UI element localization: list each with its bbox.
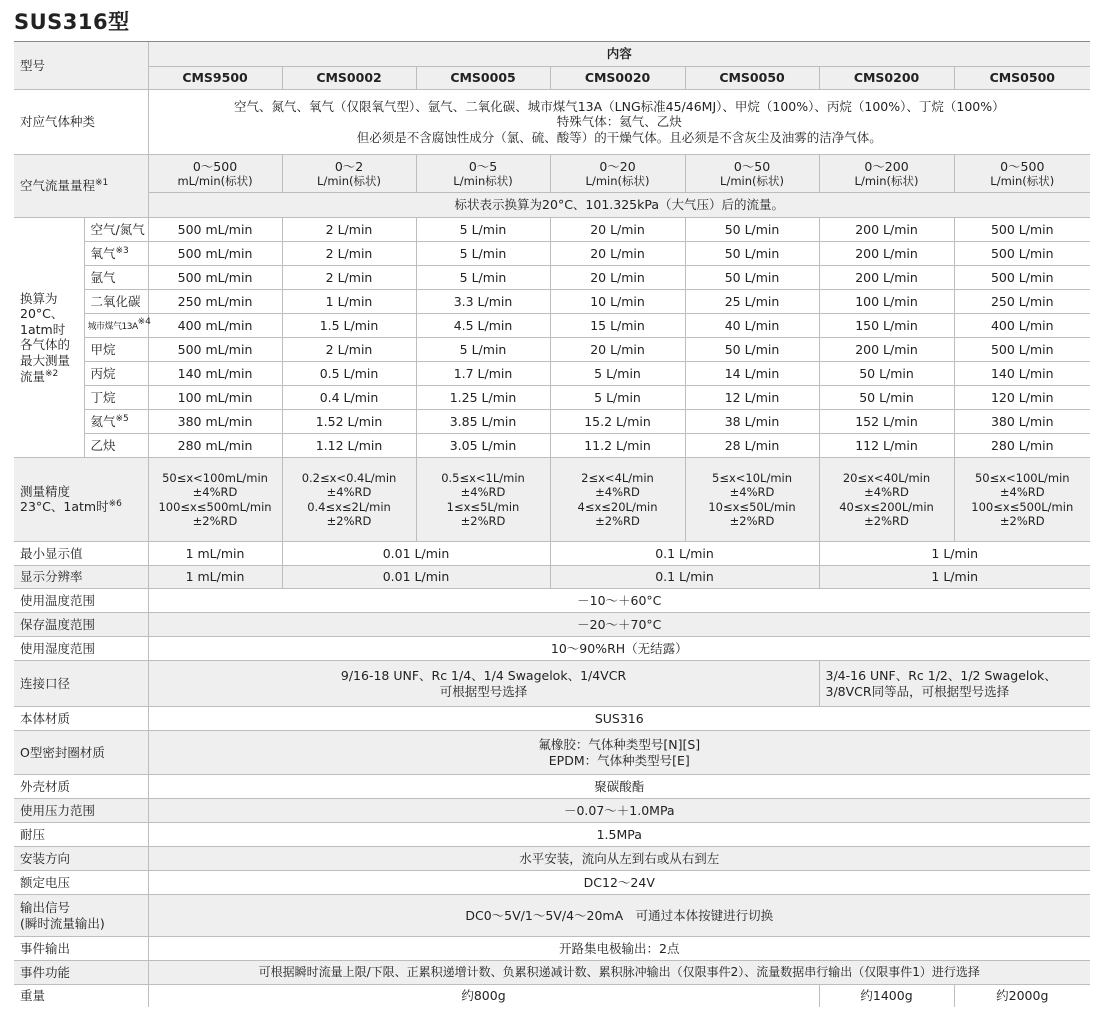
flow-value: 28 L/min xyxy=(685,434,819,458)
connection-large xyxy=(819,661,1090,707)
page-title: SUS316型 xyxy=(14,10,130,34)
weight-label: 重量 xyxy=(14,985,148,1007)
accuracy-label-line: 测量精度 xyxy=(20,483,71,499)
flow-value: 11.2 L/min xyxy=(550,434,685,458)
air-range-row xyxy=(14,155,1090,193)
flow-value: 380 L/min xyxy=(954,410,1090,434)
accuracy-range: 40≤x≤200L/min xyxy=(839,499,934,514)
connection-line: 9/16-18 UNF、Rc 1/4、1/4 Swagelok、1/4VCR xyxy=(340,667,627,683)
range-unit: L/min(标状) xyxy=(585,174,650,189)
pressure-range-label: 使用压力范围 xyxy=(14,799,148,823)
accuracy-range: 1≤x≤5L/min xyxy=(446,499,520,514)
max-flow-row xyxy=(14,410,1090,434)
weight-value: 约1400g xyxy=(819,985,954,1007)
flow-value: 5 L/min xyxy=(416,338,550,362)
flow-value: 40 L/min xyxy=(685,314,819,338)
flow-value: 50 L/min xyxy=(819,362,954,386)
flow-value: 0.4 L/min xyxy=(282,386,416,410)
body-material-label: 本体材质 xyxy=(14,707,148,731)
flow-value: 1.25 L/min xyxy=(416,386,550,410)
accuracy-value: ±2%RD xyxy=(729,513,775,528)
event-function-value: 可根据瞬时流量上限/下限、正累积递增计数、负累积递减计数、累积脉冲输出（仅限事件2）、流量数据串行输出（仅限事件1）进行选择 xyxy=(148,961,1090,985)
oring-label: O型密封圈材质 xyxy=(14,731,148,775)
max-flow-label-line: 换算为 xyxy=(20,290,58,306)
oring-value xyxy=(148,731,1090,775)
gas-name xyxy=(84,434,148,458)
connection-line: 3/4-16 UNF、Rc 1/2、1/2 Swagelok、 xyxy=(825,667,1057,683)
accuracy-value: ±4%RD xyxy=(999,485,1045,500)
footnote-mark: ※6 xyxy=(108,499,122,510)
output-label xyxy=(14,895,148,937)
flow-value: 500 mL/min xyxy=(148,218,282,242)
resolution-value: 1 L/min xyxy=(819,566,1090,589)
range-value: 0～2 xyxy=(334,158,364,174)
flow-value: 5 L/min xyxy=(416,266,550,290)
max-flow-label-line xyxy=(20,369,81,385)
proof-pressure-value: 1.5MPa xyxy=(148,823,1090,847)
model-name: CMS0002 xyxy=(282,67,416,90)
flow-value: 150 L/min xyxy=(819,314,954,338)
gas-name xyxy=(84,218,148,242)
flow-value: 50 L/min xyxy=(685,242,819,266)
flow-value: 20 L/min xyxy=(550,266,685,290)
connection-standard xyxy=(148,661,819,707)
min-display-label: 最小显示值 xyxy=(14,542,148,566)
model-name: CMS0200 xyxy=(819,67,954,90)
flow-value: 140 mL/min xyxy=(148,362,282,386)
air-range-footnote: 标状表示换算为20°C、101.325kPa（大气压）后的流量。 xyxy=(148,193,1090,218)
accuracy-label xyxy=(14,458,148,542)
output-label-line: 输出信号 xyxy=(20,899,71,915)
spec-table xyxy=(14,41,1090,1007)
flow-value: 280 L/min xyxy=(954,434,1090,458)
flow-value: 2 L/min xyxy=(282,218,416,242)
air-range-footnote-row xyxy=(14,193,1090,218)
flow-value: 200 L/min xyxy=(819,266,954,290)
flow-value: 400 mL/min xyxy=(148,314,282,338)
flow-value: 20 L/min xyxy=(550,338,685,362)
flow-value: 250 mL/min xyxy=(148,290,282,314)
flow-value: 200 L/min xyxy=(819,242,954,266)
accuracy-cell xyxy=(954,458,1090,542)
footnote-mark: ※3 xyxy=(115,245,129,256)
max-flow-row xyxy=(14,218,1090,242)
model-name: CMS0020 xyxy=(550,67,685,90)
flow-value: 112 L/min xyxy=(819,434,954,458)
flow-value: 5 L/min xyxy=(550,362,685,386)
case-material-label: 外壳材质 xyxy=(14,775,148,799)
air-range-cell xyxy=(685,155,819,193)
flow-value: 250 L/min xyxy=(954,290,1090,314)
range-value: 0～500 xyxy=(192,158,238,174)
event-output-label: 事件输出 xyxy=(14,937,148,961)
flow-value: 20 L/min xyxy=(550,242,685,266)
accuracy-range: 0.2≤x<0.4L/min xyxy=(301,470,397,485)
voltage-value: DC12～24V xyxy=(148,871,1090,895)
gas-name-text: 丙烷 xyxy=(90,365,116,381)
oring-row xyxy=(14,731,1090,775)
body-material-value: SUS316 xyxy=(148,707,1090,731)
accuracy-range: 0.4≤x≤2L/min xyxy=(307,499,391,514)
accuracy-value: ±2%RD xyxy=(999,513,1045,528)
model-name: CMS0050 xyxy=(685,67,819,90)
flow-value: 5 L/min xyxy=(550,386,685,410)
flow-value: 200 L/min xyxy=(819,338,954,362)
gas-types-value xyxy=(148,90,1090,155)
flow-value: 50 L/min xyxy=(685,338,819,362)
max-flow-row xyxy=(14,290,1090,314)
flow-value: 500 L/min xyxy=(954,266,1090,290)
flow-value: 10 L/min xyxy=(550,290,685,314)
flow-value: 140 L/min xyxy=(954,362,1090,386)
air-range-cell xyxy=(416,155,550,193)
flow-value: 500 L/min xyxy=(954,338,1090,362)
accuracy-cell xyxy=(416,458,550,542)
flow-value: 50 L/min xyxy=(685,218,819,242)
weight-row xyxy=(14,985,1090,1007)
pressure-range-value: －0.07～＋1.0MPa xyxy=(148,799,1090,823)
gas-name-text: 城市煤气13A xyxy=(87,322,138,333)
footnote-mark: ※1 xyxy=(95,178,109,189)
connection-line: 3/8VCR同等品，可根据型号选择 xyxy=(825,683,1010,699)
accuracy-range: 20≤x<40L/min xyxy=(842,470,931,485)
body-material-row xyxy=(14,707,1090,731)
flow-value: 2 L/min xyxy=(282,338,416,362)
gas-types-line: 空气、氮气、氧气（仅限氧气型）、氩气、二氧化碳、城市煤气13A（LNG标准45/46MJ）、甲烷（100%）、丙烷（100%）、丁烷（100%） xyxy=(233,98,1005,114)
max-flow-row xyxy=(14,338,1090,362)
flow-value: 400 L/min xyxy=(954,314,1090,338)
flow-value: 5 L/min xyxy=(416,218,550,242)
accuracy-value: ±4%RD xyxy=(729,485,775,500)
flow-value: 1.52 L/min xyxy=(282,410,416,434)
humidity-label: 使用湿度范围 xyxy=(14,637,148,661)
air-range-cell xyxy=(550,155,685,193)
gas-name xyxy=(84,290,148,314)
flow-value: 500 mL/min xyxy=(148,242,282,266)
resolution-value: 0.01 L/min xyxy=(282,566,550,589)
max-flow-label-line: 1atm时 xyxy=(20,321,66,337)
gas-name xyxy=(84,242,148,266)
gas-name xyxy=(84,314,151,338)
max-flow-label-line: 最大测量 xyxy=(20,353,71,369)
range-value: 0～5 xyxy=(468,158,498,174)
max-flow-row xyxy=(14,362,1090,386)
flow-value: 100 L/min xyxy=(819,290,954,314)
resolution-value: 0.1 L/min xyxy=(550,566,819,589)
mounting-value: 水平安装，流向从左到右或从右到左 xyxy=(148,847,1090,871)
gas-name xyxy=(84,410,148,434)
accuracy-range: 100≤x≤500mL/min xyxy=(158,499,272,514)
range-value: 0～500 xyxy=(1000,158,1045,174)
accuracy-value: ±2%RD xyxy=(864,513,909,528)
range-value: 0～200 xyxy=(864,158,909,174)
range-unit: L/min(标状) xyxy=(854,174,919,189)
min-display-row xyxy=(14,542,1090,566)
max-flow-row xyxy=(14,266,1090,290)
gas-name xyxy=(84,386,148,410)
resolution-row xyxy=(14,566,1090,589)
content-header: 内容 xyxy=(148,42,1090,67)
accuracy-range: 100≤x≤500L/min xyxy=(971,499,1074,514)
min-display-value: 0.01 L/min xyxy=(282,542,550,566)
gas-name-text: 氧气 xyxy=(90,245,116,261)
air-range-cell xyxy=(282,155,416,193)
flow-value: 5 L/min xyxy=(416,242,550,266)
accuracy-label-text: 23°C、1atm时 xyxy=(20,499,109,515)
accuracy-range: 10≤x≤50L/min xyxy=(708,499,796,514)
humidity-row xyxy=(14,637,1090,661)
proof-pressure-row xyxy=(14,823,1090,847)
flow-value: 14 L/min xyxy=(685,362,819,386)
gas-name-text: 氦气 xyxy=(90,413,116,429)
flow-value: 500 mL/min xyxy=(148,266,282,290)
min-display-value: 0.1 L/min xyxy=(550,542,819,566)
flow-value: 20 L/min xyxy=(550,218,685,242)
model-header: 型号 xyxy=(14,42,148,90)
flow-value: 280 mL/min xyxy=(148,434,282,458)
output-value: DC0～5V/1～5V/4～20mA 可通过本体按键进行切换 xyxy=(148,895,1090,937)
flow-value: 120 L/min xyxy=(954,386,1090,410)
pressure-range-row xyxy=(14,799,1090,823)
connection-label: 连接口径 xyxy=(14,661,148,707)
accuracy-cell xyxy=(819,458,954,542)
flow-value: 25 L/min xyxy=(685,290,819,314)
footnote-mark: ※2 xyxy=(45,368,59,379)
gas-types-line: 特殊气体：氦气、乙炔 xyxy=(556,114,682,130)
max-flow-label xyxy=(14,218,84,458)
header-row xyxy=(14,42,1090,67)
accuracy-cell xyxy=(282,458,416,542)
accuracy-value: ±2%RD xyxy=(192,513,238,528)
model-name: CMS9500 xyxy=(148,67,282,90)
flow-value: 50 L/min xyxy=(685,266,819,290)
flow-value: 15.2 L/min xyxy=(550,410,685,434)
min-display-value: 1 L/min xyxy=(819,542,1090,566)
flow-value: 50 L/min xyxy=(819,386,954,410)
accuracy-value: ±4%RD xyxy=(460,485,506,500)
accuracy-cell xyxy=(550,458,685,542)
accuracy-range: 0.5≤x<1L/min xyxy=(441,470,525,485)
accuracy-value: ±2%RD xyxy=(595,513,640,528)
accuracy-cell xyxy=(148,458,282,542)
air-range-cell xyxy=(148,155,282,193)
max-flow-row xyxy=(14,242,1090,266)
range-unit: L/min(标状) xyxy=(317,174,381,189)
store-temp-value: －20～＋70°C xyxy=(148,613,1090,637)
gas-name-text: 空气/氮气 xyxy=(90,221,145,237)
accuracy-range: 2≤x<4L/min xyxy=(581,470,654,485)
flow-value: 0.5 L/min xyxy=(282,362,416,386)
humidity-value: 10～90%RH（无结露） xyxy=(148,637,1090,661)
connection-row xyxy=(14,661,1090,707)
accuracy-range: 5≤x<10L/min xyxy=(712,470,793,485)
gas-types-row xyxy=(14,90,1090,155)
accuracy-value: ±2%RD xyxy=(326,513,372,528)
range-value: 0～20 xyxy=(599,158,636,174)
event-output-row xyxy=(14,937,1090,961)
resolution-label: 显示分辨率 xyxy=(14,566,148,589)
flow-value: 500 mL/min xyxy=(148,338,282,362)
max-flow-row xyxy=(14,434,1090,458)
accuracy-value: ±4%RD xyxy=(595,485,640,500)
flow-value: 152 L/min xyxy=(819,410,954,434)
gas-name xyxy=(84,266,148,290)
accuracy-value: ±4%RD xyxy=(864,485,909,500)
range-value: 0～50 xyxy=(733,158,771,174)
event-function-row xyxy=(14,961,1090,985)
model-name: CMS0500 xyxy=(954,67,1090,90)
resolution-value: 1 mL/min xyxy=(148,566,282,589)
gas-name-text: 乙炔 xyxy=(90,437,116,453)
flow-value: 100 mL/min xyxy=(148,386,282,410)
range-unit: L/min(标状) xyxy=(720,174,784,189)
air-range-label xyxy=(14,155,148,218)
model-row xyxy=(14,67,1090,90)
flow-value: 38 L/min xyxy=(685,410,819,434)
oring-line: EPDM：气体种类型号[E] xyxy=(548,752,690,768)
weight-value: 约2000g xyxy=(954,985,1090,1007)
flow-value: 1.12 L/min xyxy=(282,434,416,458)
weight-value: 约800g xyxy=(148,985,819,1007)
max-flow-row xyxy=(14,386,1090,410)
air-range-cell xyxy=(954,155,1090,193)
max-flow-row xyxy=(14,314,1090,338)
flow-value: 200 L/min xyxy=(819,218,954,242)
voltage-row xyxy=(14,871,1090,895)
voltage-label: 额定电压 xyxy=(14,871,148,895)
proof-pressure-label: 耐压 xyxy=(14,823,148,847)
case-material-value: 聚碳酸酯 xyxy=(148,775,1090,799)
gas-types-label: 对应气体种类 xyxy=(14,90,148,155)
max-flow-label-line: 20°C、 xyxy=(20,306,64,322)
op-temp-row xyxy=(14,589,1090,613)
flow-value: 15 L/min xyxy=(550,314,685,338)
gas-name-text: 二氧化碳 xyxy=(90,293,141,309)
footnote-mark: ※4 xyxy=(137,317,151,328)
accuracy-range: 4≤x≤20L/min xyxy=(577,499,658,514)
range-unit: L/min(标状) xyxy=(990,174,1055,189)
accuracy-range: 50≤x<100mL/min xyxy=(162,470,268,485)
event-output-value: 开路集电极输出：2点 xyxy=(148,937,1090,961)
footnote-mark: ※5 xyxy=(115,413,129,424)
range-unit: mL/min(标状) xyxy=(177,174,253,189)
gas-name-text: 氩气 xyxy=(90,269,116,285)
gas-name-text: 甲烷 xyxy=(90,341,116,357)
event-function-label: 事件功能 xyxy=(14,961,148,985)
gas-types-line: 但必须是不含腐蚀性成分（氯、硫、酸等）的干燥气体。且必须是不含灰尘及油雾的洁净气体。 xyxy=(356,129,882,145)
mounting-label: 安装方向 xyxy=(14,847,148,871)
min-display-value: 1 mL/min xyxy=(148,542,282,566)
flow-value: 3.3 L/min xyxy=(416,290,550,314)
model-name: CMS0005 xyxy=(416,67,550,90)
flow-value: 380 mL/min xyxy=(148,410,282,434)
flow-value: 12 L/min xyxy=(685,386,819,410)
op-temp-value: －10～＋60°C xyxy=(148,589,1090,613)
case-material-row xyxy=(14,775,1090,799)
range-unit: L/min标状) xyxy=(453,174,513,189)
flow-value: 3.05 L/min xyxy=(416,434,550,458)
gas-name xyxy=(84,362,148,386)
gas-name xyxy=(84,338,148,362)
flow-value: 1.5 L/min xyxy=(282,314,416,338)
accuracy-range: 50≤x<100L/min xyxy=(974,470,1070,485)
max-flow-label-line: 各气体的 xyxy=(20,337,71,353)
store-temp-row xyxy=(14,613,1090,637)
flow-value: 3.85 L/min xyxy=(416,410,550,434)
max-flow-label-text: 流量 xyxy=(20,368,46,384)
connection-line: 可根据型号选择 xyxy=(439,683,528,699)
accuracy-value: ±4%RD xyxy=(326,485,372,500)
flow-value: 500 L/min xyxy=(954,218,1090,242)
gas-name-text: 丁烷 xyxy=(90,389,116,405)
flow-value: 4.5 L/min xyxy=(416,314,550,338)
output-row xyxy=(14,895,1090,937)
flow-value: 1.7 L/min xyxy=(416,362,550,386)
accuracy-label-line xyxy=(20,499,145,515)
accuracy-value: ±4%RD xyxy=(192,485,238,500)
air-range-label-text: 空气流量量程 xyxy=(20,178,96,194)
mounting-row xyxy=(14,847,1090,871)
accuracy-value: ±2%RD xyxy=(460,513,506,528)
flow-value: 500 L/min xyxy=(954,242,1090,266)
accuracy-row xyxy=(14,458,1090,542)
oring-line: 氟橡胶：气体种类型号[N][S] xyxy=(538,736,701,752)
flow-value: 2 L/min xyxy=(282,242,416,266)
output-label-line: (瞬时流量输出) xyxy=(20,915,105,931)
air-range-cell xyxy=(819,155,954,193)
store-temp-label: 保存温度范围 xyxy=(14,613,148,637)
flow-value: 1 L/min xyxy=(282,290,416,314)
flow-value: 2 L/min xyxy=(282,266,416,290)
op-temp-label: 使用温度范围 xyxy=(14,589,148,613)
accuracy-cell xyxy=(685,458,819,542)
